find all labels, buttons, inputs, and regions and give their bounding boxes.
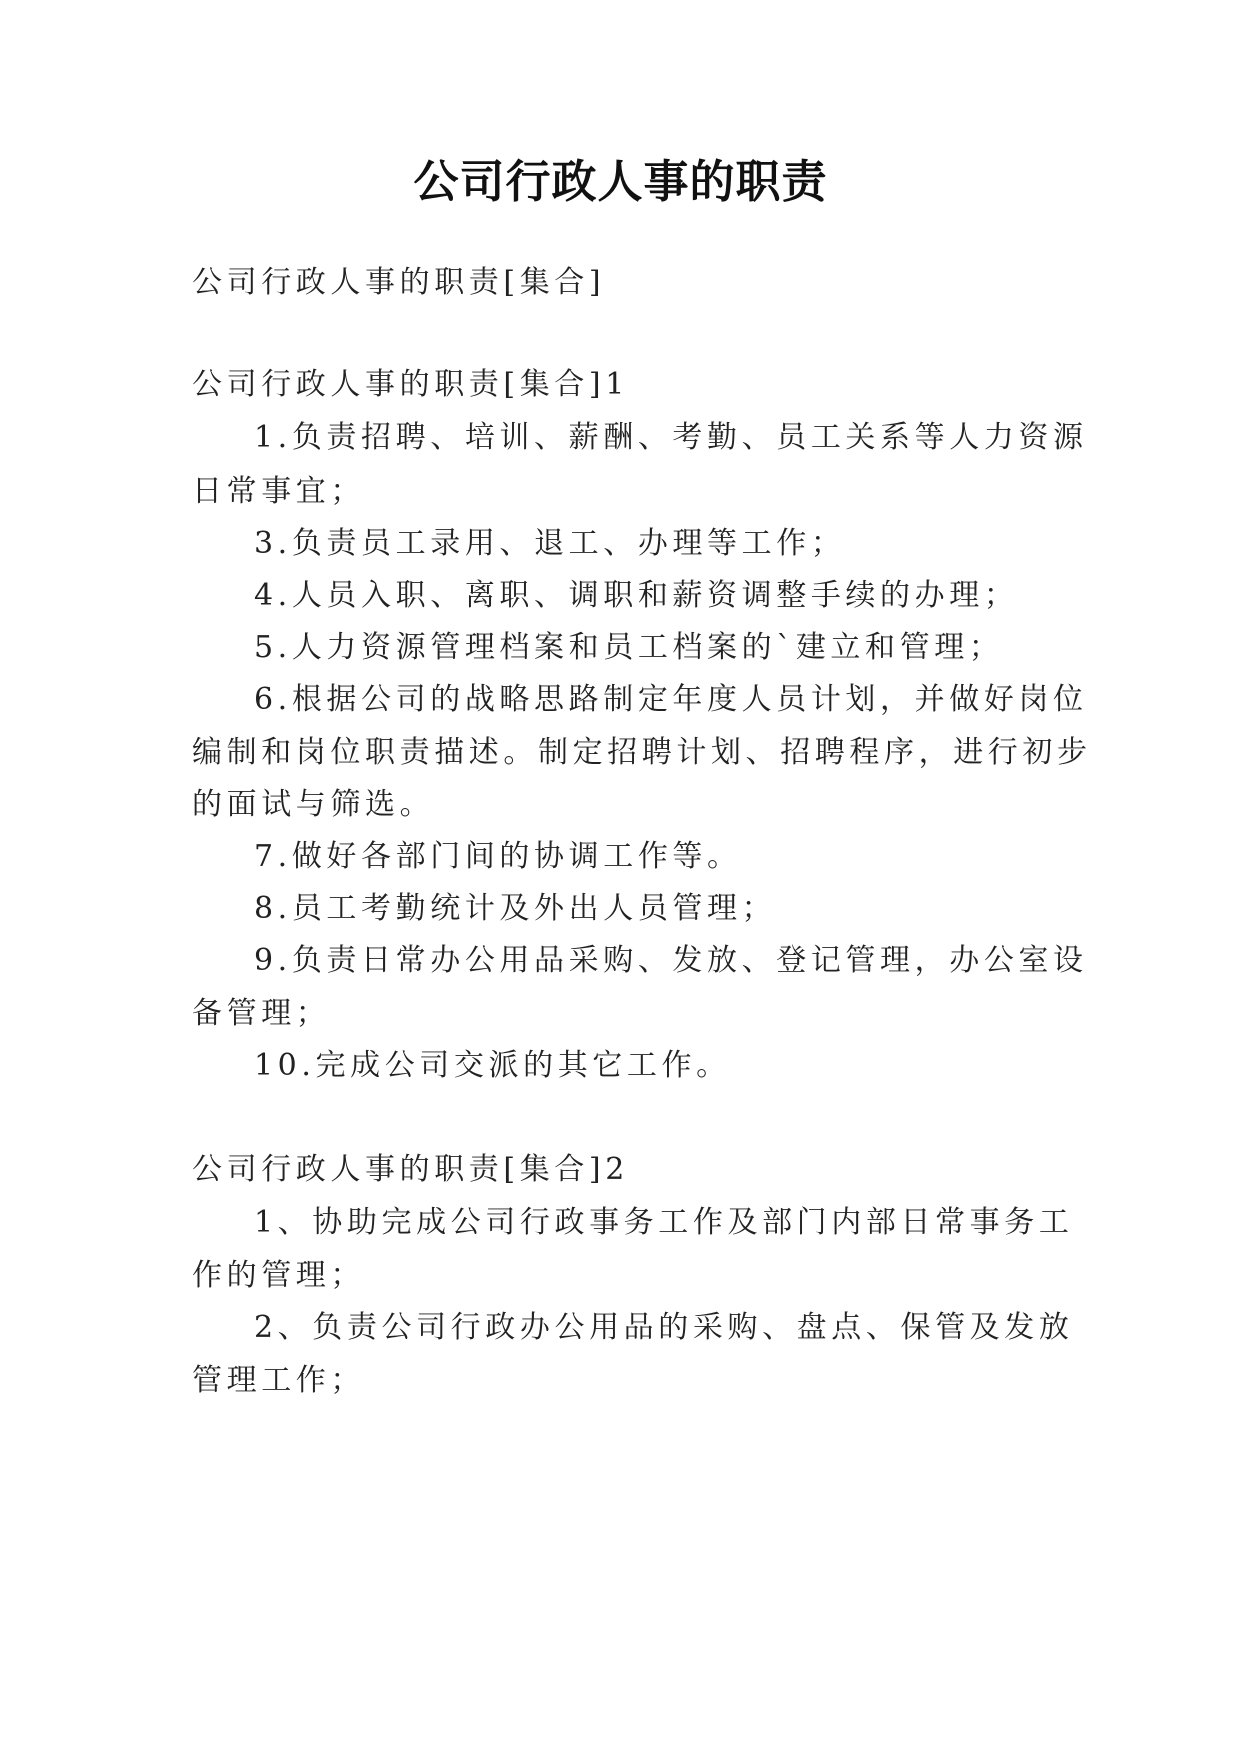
paragraph-line: 备管理；	[192, 996, 331, 1031]
paragraph-line: 3.负责员工录用、退工、办理等工作；	[254, 526, 846, 561]
paragraph-line: 1.负责招聘、培训、薪酬、考勤、员工关系等人力资源	[254, 420, 1088, 455]
paragraph-line: 管理工作；	[192, 1363, 365, 1398]
paragraph-line: 4.人员入职、离职、调职和薪资调整手续的办理；	[254, 578, 1019, 613]
document-subtitle: 公司行政人事的职责[集合]	[192, 265, 606, 300]
paragraph-line: 7.做好各部门间的协调工作等。	[254, 839, 742, 874]
paragraph-line: 8.员工考勤统计及外出人员管理；	[254, 891, 777, 926]
paragraph-line: 日常事宜；	[192, 474, 365, 509]
paragraph-line: 编制和岗位职责描述。制定招聘计划、招聘程序，进行初步	[192, 735, 1092, 770]
paragraph-line: 的面试与筛选。	[192, 787, 435, 822]
paragraph-line: 1、协助完成公司行政事务工作及部门内部日常事务工	[254, 1205, 1074, 1240]
paragraph-line: 9.负责日常办公用品采购、发放、登记管理，办公室设	[254, 943, 1088, 978]
document-title: 公司行政人事的职责	[413, 155, 828, 208]
paragraph-line: 10.完成公司交派的其它工作。	[254, 1048, 731, 1083]
paragraph-line: 作的管理；	[192, 1258, 365, 1293]
paragraph-line: 5.人力资源管理档案和员工档案的`建立和管理；	[254, 630, 1004, 665]
section-heading-2: 公司行政人事的职责[集合]2	[192, 1152, 629, 1187]
paragraph-line: 2、负责公司行政办公用品的采购、盘点、保管及发放	[254, 1310, 1074, 1345]
section-heading-1: 公司行政人事的职责[集合]1	[192, 367, 629, 402]
paragraph-line: 6.根据公司的战略思路制定年度人员计划，并做好岗位	[254, 682, 1088, 717]
